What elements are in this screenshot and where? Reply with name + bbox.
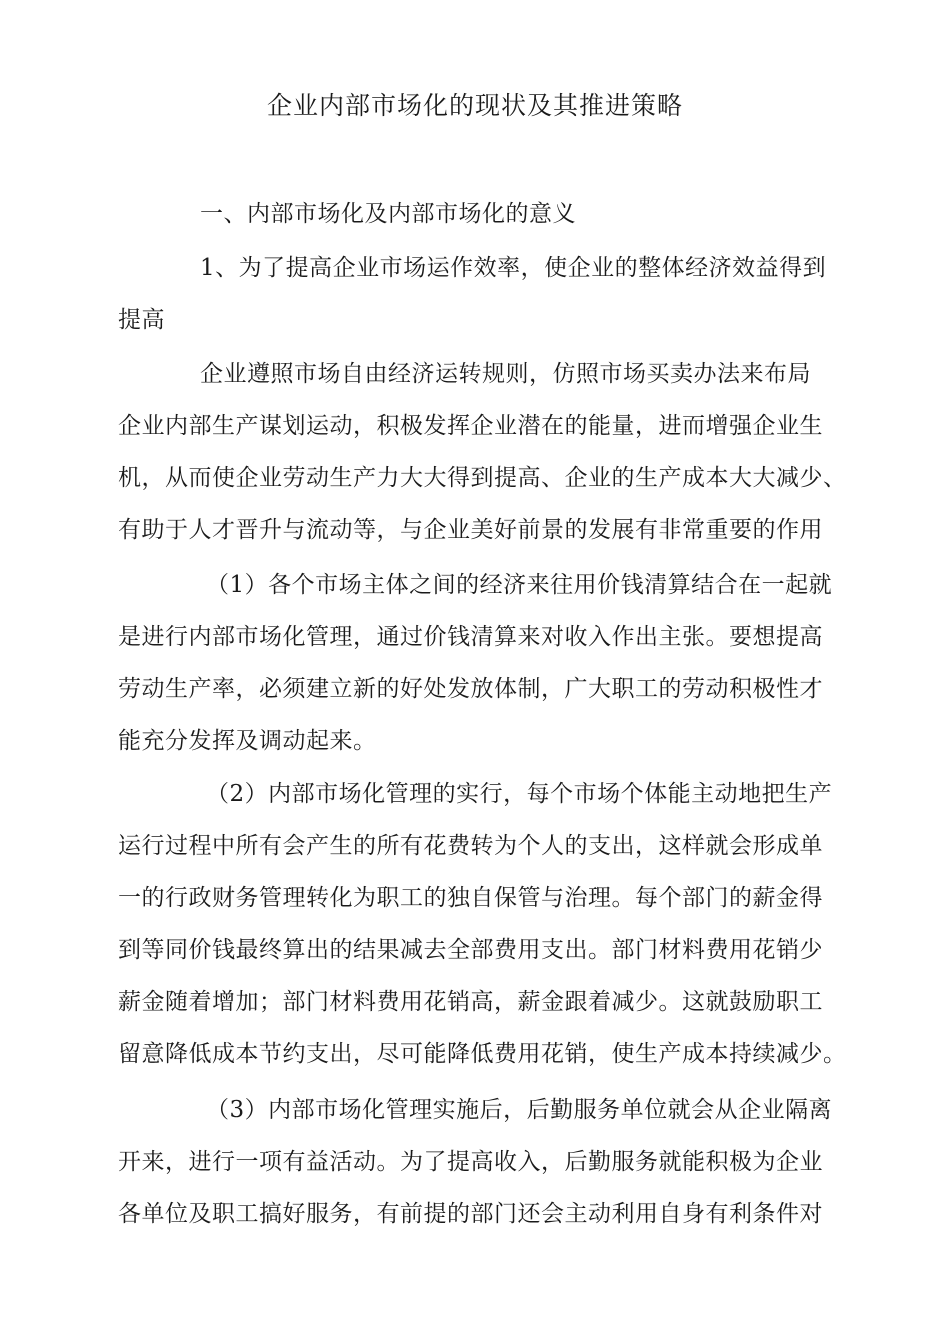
subheading-line: 提高	[118, 307, 165, 333]
section-heading: 一、内部市场化及内部市场化的意义	[200, 201, 576, 227]
document-title: 企业内部市场化的现状及其推进策略	[266, 91, 683, 120]
point-line: 一的行政财务管理转化为职工的独自保管与治理。每个部门的薪金得	[118, 885, 823, 911]
point-line: 是进行内部市场化管理，通过价钱清算来对收入作出主张。要想提高	[118, 624, 823, 650]
point-line: （1）各个市场主体之间的经济来往用价钱清算结合在一起就	[206, 572, 833, 598]
paragraph-line: 机，从而使企业劳动生产力大大得到提高、企业的生产成本大大减少、	[118, 465, 847, 491]
paragraph-line: 企业内部生产谋划运动，积极发挥企业潜在的能量，进而增强企业生	[118, 413, 823, 439]
point-line: 到等同价钱最终算出的结果减去全部费用支出。部门材料费用花销少	[118, 937, 823, 963]
point-line: 劳动生产率，必须建立新的好处发放体制，广大职工的劳动积极性才	[118, 676, 823, 702]
point-line: 留意降低成本节约支出，尽可能降低费用花销，使生产成本持续减少。	[118, 1041, 847, 1067]
subheading-line: 1、为了提高企业市场运作效率，使企业的整体经济效益得到	[200, 255, 827, 281]
paragraph-line: 有助于人才晋升与流动等，与企业美好前景的发展有非常重要的作用	[118, 517, 823, 543]
point-line: （3）内部市场化管理实施后，后勤服务单位就会从企业隔离	[206, 1097, 833, 1123]
point-line: 各单位及职工搞好服务，有前提的部门还会主动利用自身有利条件对	[118, 1201, 823, 1227]
point-line: 薪金随着增加；部门材料费用花销高，薪金跟着减少。这就鼓励职工	[118, 989, 823, 1015]
point-line: 运行过程中所有会产生的所有花费转为个人的支出，这样就会形成单	[118, 833, 823, 859]
point-line: （2）内部市场化管理的实行，每个市场个体能主动地把生产	[206, 781, 833, 807]
point-line: 开来，进行一项有益活动。为了提高收入，后勤服务就能积极为企业	[118, 1149, 823, 1175]
point-line: 能充分发挥及调动起来。	[118, 728, 377, 754]
paragraph-line: 企业遵照市场自由经济运转规则，仿照市场买卖办法来布局	[200, 361, 811, 387]
